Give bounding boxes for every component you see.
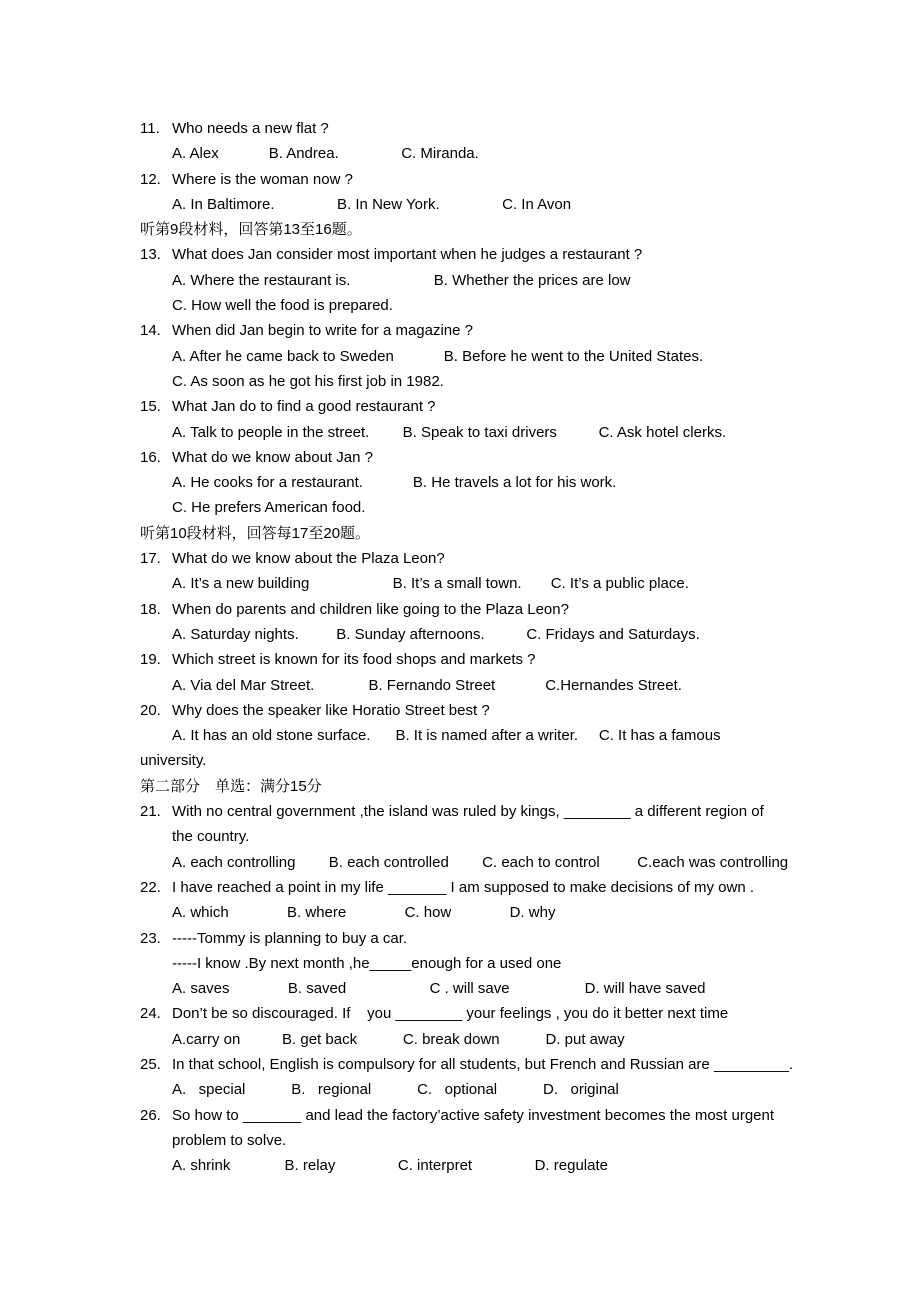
question-number: 11.	[140, 120, 160, 137]
option-line-text: A. Where the restaurant is. B. Whether the prices are low	[172, 271, 631, 289]
option-line	[140, 495, 880, 520]
text-line	[140, 951, 880, 976]
option-line	[140, 723, 880, 748]
question-number: 19.	[140, 651, 161, 669]
option-line-text: C. As soon as he got his first job in 1982.	[172, 372, 444, 390]
text-line-text: -----I know .By next month ,he_____enough for a used one	[172, 954, 562, 972]
question-line	[140, 1001, 880, 1026]
option-line	[140, 470, 880, 495]
text-line-text: the country.	[172, 828, 250, 846]
question-text: Who needs a new flat ?	[172, 120, 329, 137]
option-line	[140, 344, 880, 369]
question-number: 17.	[140, 550, 161, 568]
question-line	[140, 167, 880, 192]
option-line-text: C. How well the food is prepared.	[172, 297, 393, 315]
question-number: 23.	[140, 929, 161, 947]
option-line	[140, 900, 880, 925]
section-heading	[140, 521, 880, 546]
question-line	[140, 647, 880, 672]
question-number: 12.	[140, 170, 161, 188]
question-text: When did Jan begin to write for a magazine ?	[172, 322, 474, 340]
question-line	[140, 799, 880, 824]
question-text: In that school, English is compulsory for all students, but French and Russian are _________.	[172, 1055, 794, 1073]
option-line-text: A. It’s a new building B. It’s a small town. C. It’s a public place.	[172, 575, 689, 593]
question-text: I have reached a point in my life _______ I am supposed to make decisions of my own .	[172, 878, 754, 896]
question-number: 21.	[140, 803, 161, 821]
question-text: Which street is known for its food shops and markets ?	[172, 651, 536, 669]
section-heading-text: 第二部分 单选：满分15分	[140, 777, 322, 795]
question-number: 14.	[140, 322, 161, 340]
option-line-text: A. He cooks for a restaurant. B. He travels a lot for his work.	[172, 474, 617, 492]
question-number: 24.	[140, 1005, 161, 1023]
option-line	[140, 293, 880, 318]
question-number: 15.	[140, 398, 161, 416]
question-line	[140, 1052, 880, 1077]
section-heading	[140, 217, 880, 242]
question-line	[140, 394, 880, 419]
question-number: 26.	[140, 1106, 161, 1124]
question-text: Don’t be so discouraged. If you ________ your feelings , you do it better next time	[172, 1005, 729, 1023]
option-line	[140, 1153, 880, 1178]
text-line	[140, 1128, 880, 1153]
option-line-text: A. In Baltimore. B. In New York. C. In Avon	[172, 195, 572, 213]
question-line	[140, 597, 880, 622]
option-line	[140, 369, 880, 394]
text-line-text: university.	[140, 752, 207, 770]
question-line	[140, 926, 880, 951]
option-line-text: A. Via del Mar Street. B. Fernando Street C.Hernandes Street.	[172, 676, 682, 694]
question-text: So how to _______ and lead the factory’active safety investment becomes the most urgent	[172, 1106, 775, 1124]
option-line-text: C. He prefers American food.	[172, 499, 366, 517]
option-line-text: A. which B. where C. how D. why	[172, 904, 556, 922]
question-number: 13.	[140, 246, 161, 264]
question-line	[140, 445, 880, 470]
question-text: What does Jan consider most important when he judges a restaurant ?	[172, 246, 643, 264]
question-text: When do parents and children like going to the Plaza Leon?	[172, 600, 569, 618]
question-number: 25.	[140, 1055, 161, 1073]
option-line	[140, 1027, 880, 1052]
option-line-text: A. After he came back to Sweden B. Before he went to the United States.	[172, 347, 704, 365]
section-heading-text: 听第9段材料，回答第13至16题。	[140, 221, 362, 239]
option-line	[140, 192, 880, 217]
option-line-text: A. saves B. saved C . will save D. will have saved	[172, 980, 706, 998]
question-text: With no central government ,the island was ruled by kings, ________ a different region of	[172, 803, 764, 821]
question-text: What do we know about Jan ?	[172, 448, 373, 466]
option-line-text: A. special B. regional C. optional D. original	[172, 1081, 619, 1099]
text-line	[140, 748, 880, 773]
question-number: 16.	[140, 448, 161, 466]
question-number: 20.	[140, 701, 161, 719]
option-line	[140, 622, 880, 647]
question-line	[140, 546, 880, 571]
question-line	[140, 1103, 880, 1128]
section-heading	[140, 774, 880, 799]
option-line-text: A. shrink B. relay C. interpret D. regulate	[172, 1157, 608, 1175]
option-line-text: A. Talk to people in the street. B. Speak to taxi drivers C. Ask hotel clerks.	[172, 423, 727, 441]
option-line	[140, 673, 880, 698]
option-line	[140, 1077, 880, 1102]
question-line	[140, 318, 880, 343]
text-line	[140, 824, 880, 849]
option-line-text: A. each controlling B. each controlled C. each to control C.each was controlling	[172, 853, 789, 871]
option-line	[140, 850, 880, 875]
question-number: 18.	[140, 600, 161, 618]
question-text: Why does the speaker like Horatio Street best ?	[172, 701, 490, 719]
question-text: What Jan do to find a good restaurant ?	[172, 398, 436, 416]
option-line	[140, 420, 880, 445]
option-line-text: A. It has an old stone surface. B. It is named after a writer. C. It has a famous	[172, 727, 721, 745]
question-text: -----Tommy is planning to buy a car.	[172, 929, 408, 947]
option-line	[140, 571, 880, 596]
question-text: What do we know about the Plaza Leon?	[172, 550, 445, 568]
question-line	[140, 698, 880, 723]
option-line-text: A. Saturday nights. B. Sunday afternoons. C. Fridays and Saturdays.	[172, 625, 700, 643]
text-line-text: problem to solve.	[172, 1131, 287, 1149]
option-line-text: A. Alex B. Andrea. C. Miranda.	[172, 145, 479, 163]
option-line	[140, 141, 880, 166]
option-line	[140, 976, 880, 1001]
question-number: 22.	[140, 878, 161, 896]
question-line	[140, 116, 880, 141]
option-line	[140, 268, 880, 293]
option-line-text: A.carry on B. get back C. break down D. put away	[172, 1030, 625, 1048]
question-text: Where is the woman now ?	[172, 170, 353, 188]
question-line	[140, 875, 880, 900]
section-heading-text: 听第10段材料，回答每17至20题。	[140, 524, 371, 542]
question-line	[140, 242, 880, 267]
